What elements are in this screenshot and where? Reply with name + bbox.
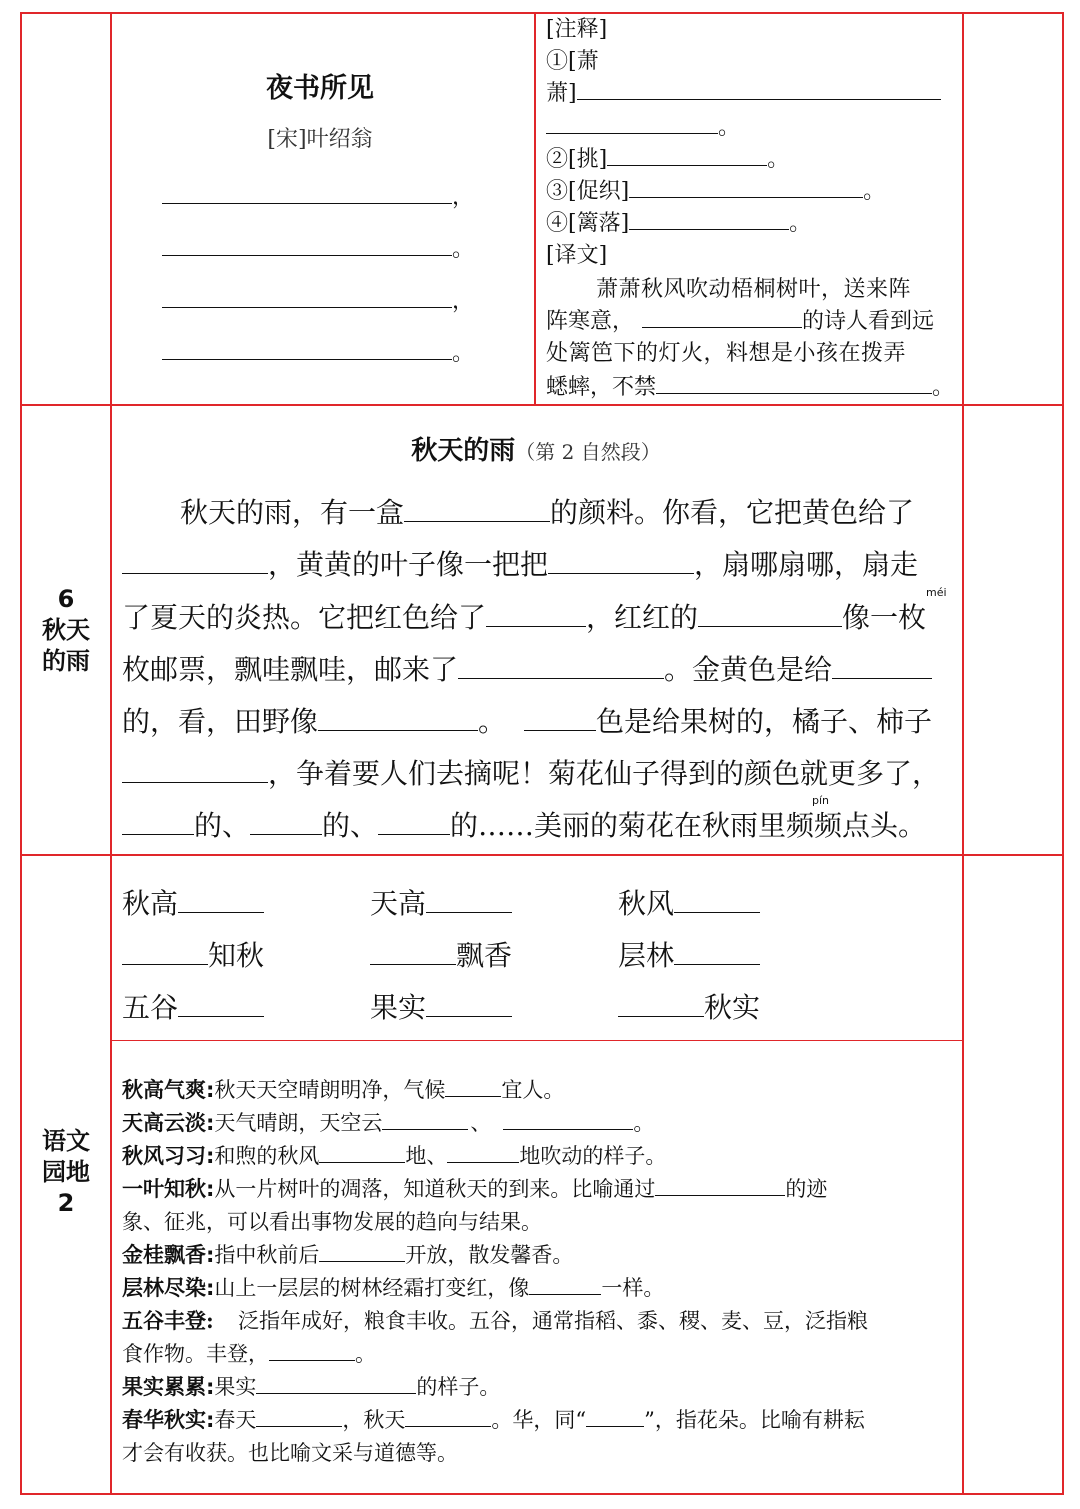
- idiom-text-2c: 。: [633, 1111, 655, 1135]
- word-text-3: 秋风: [618, 887, 675, 920]
- passage-blank-8[interactable]: [318, 705, 478, 731]
- idiom-row-9-cont: 才会有收获。也比喻文采与道德等。: [122, 1441, 458, 1465]
- idiom-text-7c: 。: [355, 1342, 376, 1366]
- poem-line-punct-4: 。: [452, 341, 475, 366]
- word-text-6: 层林: [618, 939, 675, 972]
- word-item-1: [122, 882, 264, 922]
- idiom-text-2b: 、: [470, 1111, 492, 1135]
- idiom-text-2a: 天气晴朗，天空云: [214, 1111, 383, 1135]
- idiom-blank-2b[interactable]: [503, 1110, 633, 1130]
- passage-line-2: [122, 543, 918, 583]
- idiom-text-9d: ”，指花朵。比喻有耕耘: [644, 1408, 865, 1432]
- idiom-term-4: 一叶知秋:: [122, 1177, 215, 1201]
- word-item-3: [618, 882, 760, 922]
- passage-blank-11[interactable]: [122, 809, 194, 835]
- passage-line-6: [122, 752, 940, 792]
- idiom-text-8b: 的样子。: [416, 1375, 501, 1399]
- idiom-row-4-cont: 象、征兆，可以看出事物发展的趋向与结果。: [122, 1210, 542, 1234]
- passage-blank-5[interactable]: [698, 601, 842, 627]
- passage-text-6a: ，争着要人们去摘呢！菊花仙子得到的颜色就更多了，: [268, 757, 941, 790]
- idiom-row-8: [122, 1371, 500, 1401]
- word-text-7: 五谷: [122, 991, 179, 1024]
- idiom-text-6b: 一样。: [601, 1276, 665, 1300]
- passage-blank-6[interactable]: [458, 653, 664, 679]
- idiom-text-1b: 宜人。: [501, 1078, 565, 1102]
- column-divider-right: [962, 12, 964, 1495]
- idiom-text-1a: 秋天天空晴朗明净，气候: [214, 1078, 446, 1102]
- idiom-term-1: 秋高气爽:: [122, 1078, 215, 1102]
- section-6-heading: [110, 430, 962, 467]
- table-border-bottom: [20, 1493, 1064, 1495]
- idiom-row-7-cont: [122, 1338, 376, 1368]
- note-1-row-2: [546, 112, 740, 144]
- poem-notes-divider: [534, 12, 536, 405]
- pinyin-mei: méi: [926, 586, 947, 599]
- word-item-6: [618, 934, 760, 974]
- note-3-row: [546, 176, 885, 208]
- note-4-blank[interactable]: [629, 209, 789, 230]
- translation-line-3: 处篱笆下的灯火，料想是小孩在拨弄: [546, 341, 907, 366]
- translation-text-2b: 的诗人看到远: [802, 309, 935, 334]
- note-2-blank[interactable]: [607, 145, 767, 166]
- idiom-blank-7[interactable]: [269, 1341, 355, 1361]
- passage-blank-9[interactable]: [524, 705, 596, 731]
- translation-text-2a: 阵寒意，: [546, 309, 635, 334]
- passage-text-3a: 了夏天的炎热。它把红色给了: [122, 601, 487, 634]
- word-blank-9[interactable]: [618, 991, 704, 1017]
- note-1-blank[interactable]: [577, 79, 941, 100]
- passage-blank-3[interactable]: [548, 548, 694, 574]
- word-text-1: 秋高: [122, 887, 179, 920]
- translation-text-4b: 。: [932, 375, 955, 400]
- idiom-text-3b: 地、: [405, 1144, 448, 1168]
- word-text-8: 果实: [370, 991, 427, 1024]
- section-6-title: 秋天的雨: [411, 436, 516, 466]
- idiom-row-7: 泛指年成好，粮食丰收。五谷，通常指稻、黍、稷、麦、豆，泛指粮: [238, 1309, 868, 1333]
- passage-text-1a: 秋天的雨，有一盒: [180, 496, 405, 529]
- idiom-row-5: [122, 1239, 573, 1269]
- idiom-row-1: [122, 1074, 564, 1104]
- table-border-left: [20, 12, 22, 1495]
- word-blank-4[interactable]: [122, 939, 208, 965]
- passage-blank-2[interactable]: [122, 548, 268, 574]
- translation-header: [译文]: [546, 243, 608, 268]
- translation-line-4: [546, 372, 954, 404]
- word-item-8: [370, 986, 512, 1026]
- idiom-row-4: [122, 1173, 827, 1203]
- passage-text-2b: ，扇哪扇哪，扇走: [694, 548, 919, 581]
- idiom-text-6a: 山上一层层的树林经霜打变红，像: [214, 1276, 530, 1300]
- table-border-top: [20, 12, 1064, 14]
- word-text-2: 天高: [370, 887, 427, 920]
- idiom-blank-3b[interactable]: [447, 1143, 519, 1163]
- translation-blank-1[interactable]: [642, 307, 802, 328]
- note-4-row: [546, 208, 811, 240]
- garden-label-line-2: 园地: [42, 1158, 90, 1186]
- idiom-text-3a: 和煦的秋风: [214, 1144, 320, 1168]
- passage-text-4a: 枚邮票，飘哇飘哇，邮来了: [122, 653, 459, 686]
- row-divider-2: [20, 854, 1064, 856]
- passage-line-1: [180, 491, 914, 531]
- passage-blank-10[interactable]: [122, 757, 268, 783]
- idiom-blank-3a[interactable]: [319, 1143, 405, 1163]
- idiom-text-5a: 指中秋前后: [214, 1243, 320, 1267]
- word-blank-2[interactable]: [426, 887, 512, 913]
- idiom-text-7b: 食作物。丰登，: [122, 1342, 269, 1366]
- idiom-row-3: [122, 1140, 666, 1170]
- translation-blank-2[interactable]: [656, 373, 932, 394]
- idiom-term-2: 天高云淡:: [122, 1111, 215, 1135]
- translation-line-1: 萧萧秋风吹动梧桐树叶，送来阵: [596, 277, 912, 302]
- note-4-term: ④[篱落]: [546, 211, 630, 236]
- idiom-row-9: [122, 1404, 865, 1434]
- idiom-text-8a: 果实: [214, 1375, 257, 1399]
- passage-text-4b: 。金黄色是给: [664, 653, 833, 686]
- idiom-blank-2a[interactable]: [382, 1110, 468, 1130]
- column-divider-label: [110, 12, 112, 1495]
- word-item-4: [122, 934, 264, 974]
- passage-line-3: [122, 596, 926, 636]
- poem-line-blank-1[interactable]: [162, 177, 452, 204]
- note-1-term: ①[萧: [546, 49, 599, 74]
- idiom-blank-5[interactable]: [319, 1242, 405, 1262]
- note-2-term: ②[挑]: [546, 147, 608, 172]
- idiom-row-2: [122, 1107, 654, 1137]
- word-item-7: [122, 986, 264, 1026]
- notes-header: [注释]: [546, 17, 608, 42]
- poem-line-blank-4[interactable]: [162, 333, 452, 360]
- garden-label-line-1: 语文: [42, 1127, 90, 1155]
- poem-line-punct-2: 。: [452, 237, 475, 262]
- idiom-blank-9c[interactable]: [586, 1407, 644, 1427]
- section-6-subtitle: （第 2 自然段）: [515, 440, 661, 464]
- word-blank-6[interactable]: [674, 939, 760, 965]
- word-item-5: [370, 934, 512, 974]
- passage-line-5: [122, 700, 932, 740]
- idiom-term-8: 果实累累:: [122, 1375, 215, 1399]
- idiom-text-5b: 开放，散发馨香。: [405, 1243, 574, 1267]
- translation-text-4a: 蟋蟀，不禁: [546, 375, 657, 400]
- poem-line-blank-3[interactable]: [162, 281, 452, 308]
- idiom-term-3: 秋风习习:: [122, 1144, 215, 1168]
- idiom-blank-4[interactable]: [655, 1176, 785, 1196]
- passage-blank-12[interactable]: [250, 809, 322, 835]
- poem-line-blank-2[interactable]: [162, 229, 452, 256]
- idiom-blank-8[interactable]: [256, 1374, 416, 1394]
- section-6-label: [22, 584, 110, 677]
- idiom-term-7: 五谷丰登:: [122, 1308, 214, 1333]
- passage-text-7b: 的、: [322, 809, 379, 842]
- word-item-2: [370, 882, 512, 922]
- idiom-text-9c: 。华，同“: [491, 1408, 587, 1432]
- note-3-term: ③[促织]: [546, 179, 630, 204]
- note-3-blank[interactable]: [629, 177, 863, 198]
- passage-text-5c: 色是给果树的，橘子、柿子: [596, 705, 933, 738]
- passage-blank-13[interactable]: [378, 809, 450, 835]
- word-blank-1[interactable]: [178, 887, 264, 913]
- passage-blank-1[interactable]: [404, 496, 550, 522]
- table-border-right: [1062, 12, 1064, 1495]
- idiom-text-3c: 地吹动的样子。: [519, 1144, 667, 1168]
- word-blank-7[interactable]: [178, 991, 264, 1017]
- passage-line-4: [122, 648, 932, 688]
- idiom-blank-9a[interactable]: [256, 1407, 342, 1427]
- section-6-label-line-2: 的雨: [42, 647, 90, 675]
- passage-text-5a: 的，看，田野像: [122, 705, 319, 738]
- note-1-blank-2[interactable]: [546, 113, 718, 134]
- garden-label: [22, 1126, 110, 1219]
- word-text-5: 飘香: [456, 939, 513, 972]
- passage-blank-4[interactable]: [486, 601, 586, 627]
- passage-text-2a: ，黄黄的叶子像一把把: [268, 548, 549, 581]
- word-blank-5[interactable]: [370, 939, 456, 965]
- note-1-end: 。: [718, 115, 741, 140]
- garden-inner-divider: [110, 1040, 962, 1041]
- pinyin-pin: pín: [812, 794, 830, 807]
- note-4-end: 。: [789, 211, 812, 236]
- word-text-4: 知秋: [208, 939, 265, 972]
- idiom-blank-1[interactable]: [445, 1077, 501, 1097]
- idiom-text-9a: 春天: [214, 1408, 257, 1432]
- poem-line-punct-3: ，: [452, 289, 475, 314]
- passage-text-3c: 像一枚: [842, 601, 927, 634]
- idiom-term-5: 金桂飘香:: [122, 1243, 215, 1267]
- passage-text-1b: 的颜料。你看，它把黄色给了: [550, 496, 915, 529]
- idiom-term-6: 层林尽染:: [122, 1276, 215, 1300]
- poem-line-punct-1: ，: [452, 185, 475, 210]
- passage-text-7a: 的、: [194, 809, 251, 842]
- note-1-term-end: 萧]: [546, 81, 577, 106]
- passage-text-3b: ，红红的: [586, 601, 699, 634]
- garden-label-line-3: 2: [57, 1189, 75, 1217]
- note-2-row: [546, 144, 789, 176]
- note-1-row: [546, 78, 941, 110]
- idiom-text-9b: ，秋天: [342, 1408, 406, 1432]
- poem-title: 夜书所见: [266, 73, 374, 104]
- row-divider-1: [20, 404, 1064, 406]
- passage-line-7: [122, 804, 926, 844]
- translation-line-2: [546, 306, 934, 338]
- word-item-9: [618, 986, 760, 1026]
- idiom-row-6: [122, 1272, 664, 1302]
- note-2-end: 。: [767, 147, 790, 172]
- word-blank-3[interactable]: [674, 887, 760, 913]
- passage-blank-7[interactable]: [832, 653, 932, 679]
- section-6-number: 6: [57, 585, 75, 613]
- idiom-blank-9b[interactable]: [405, 1407, 491, 1427]
- idiom-term-9: 春华秋实:: [122, 1408, 215, 1432]
- note-3-end: 。: [863, 179, 886, 204]
- poem-author: [宋]叶绍翁: [267, 127, 373, 152]
- section-6-label-line-1: 秋天: [42, 616, 90, 644]
- idiom-text-4b: 的迹: [785, 1177, 828, 1201]
- idiom-blank-6[interactable]: [529, 1275, 601, 1295]
- word-text-9: 秋实: [704, 991, 761, 1024]
- passage-text-5b: 。: [478, 705, 507, 738]
- idiom-text-4a: 从一片树叶的凋落，知道秋天的到来。比喻通过: [214, 1177, 656, 1201]
- passage-text-7c: 的……美丽的菊花在秋雨里频频点头。: [450, 809, 927, 842]
- word-blank-8[interactable]: [426, 991, 512, 1017]
